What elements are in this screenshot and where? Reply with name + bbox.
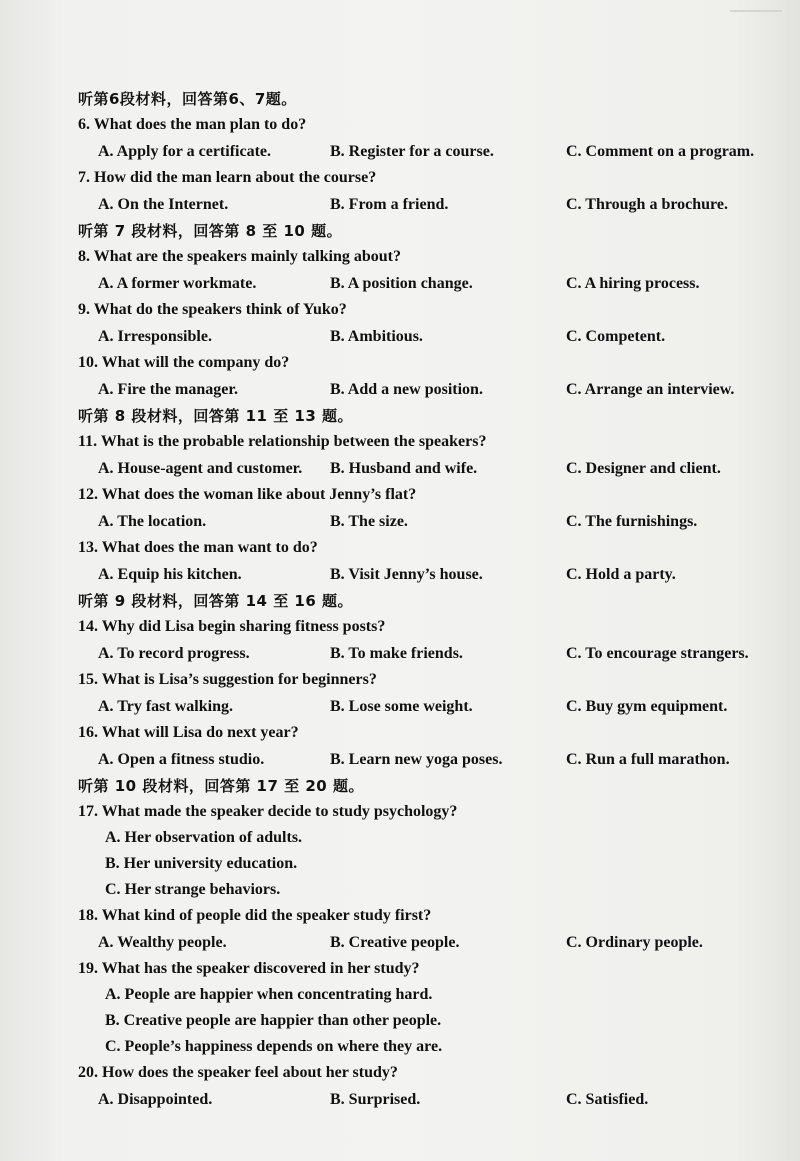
option-b[interactable]: B. Register for a course.: [330, 143, 494, 160]
option-a[interactable]: A. House-agent and customer.: [98, 460, 303, 477]
option-b[interactable]: B. Her university education.: [105, 855, 298, 872]
question-block: [78, 297, 778, 350]
option-a[interactable]: A. To record progress.: [98, 645, 250, 662]
option-a[interactable]: A. Irresponsible.: [98, 328, 212, 345]
option-c[interactable]: C. Run a full marathon.: [566, 751, 730, 768]
options-row: [78, 376, 778, 403]
listening-part: [78, 86, 778, 218]
option-a[interactable]: A. Open a fitness studio.: [98, 751, 265, 768]
section-heading: 听第6段材料，回答第6、7题。: [78, 90, 297, 108]
section-heading: 听第 9 段材料，回答第 14 至 16 题。: [78, 592, 354, 610]
options-row: [78, 929, 778, 956]
question-block: [78, 667, 778, 720]
options-row: [78, 455, 778, 482]
option-a[interactable]: A. People are happier when concentrating hard.: [105, 986, 433, 1003]
question-block: [78, 614, 778, 667]
option-a[interactable]: A. Try fast walking.: [98, 698, 233, 715]
question-text: 8. What are the speakers mainly talking about?: [78, 248, 401, 265]
option-c[interactable]: C. A hiring process.: [566, 275, 700, 292]
options-row: [78, 270, 778, 297]
option-c[interactable]: C. The furnishings.: [566, 513, 698, 530]
page-edge-mark: [730, 10, 782, 32]
option-b[interactable]: B. Visit Jenny’s house.: [330, 566, 483, 583]
question-text: 14. Why did Lisa begin sharing fitness posts?: [78, 618, 386, 635]
section-heading: 听第 10 段材料，回答第 17 至 20 题。: [78, 777, 364, 795]
options-row: [78, 746, 778, 773]
option-a[interactable]: A. Disappointed.: [98, 1091, 213, 1108]
question-text: 15. What is Lisa’s suggestion for beginners?: [78, 671, 377, 688]
question-block: [78, 1060, 778, 1113]
option-c[interactable]: C. Satisfied.: [566, 1091, 649, 1108]
question-text: 13. What does the man want to do?: [78, 539, 318, 556]
question-text: 17. What made the speaker decide to study psychology?: [78, 803, 458, 820]
option-b[interactable]: B. Creative people.: [330, 934, 460, 951]
option-a[interactable]: A. The location.: [98, 513, 207, 530]
option-c[interactable]: C. Ordinary people.: [566, 934, 703, 951]
options-row: [78, 640, 778, 667]
options-row: [78, 191, 778, 218]
option-b[interactable]: B. From a friend.: [330, 196, 449, 213]
option-a[interactable]: A. Equip his kitchen.: [98, 566, 242, 583]
question-block: [78, 720, 778, 773]
option-b[interactable]: B. A position change.: [330, 275, 473, 292]
options-row: [78, 693, 778, 720]
option-c[interactable]: C. Hold a party.: [566, 566, 676, 583]
listening-part: [78, 403, 778, 588]
question-text: 19. What has the speaker discovered in her study?: [78, 960, 420, 977]
option-c[interactable]: C. Through a brochure.: [566, 196, 728, 213]
question-text: 7. How did the man learn about the course?: [78, 169, 377, 186]
option-a[interactable]: A. A former workmate.: [98, 275, 257, 292]
option-b[interactable]: B. Add a new position.: [330, 381, 483, 398]
option-c[interactable]: C. To encourage strangers.: [566, 645, 749, 662]
options-row: [78, 1086, 778, 1113]
options-row: [78, 561, 778, 588]
options-row: [78, 508, 778, 535]
option-a[interactable]: A. Apply for a certificate.: [98, 143, 271, 160]
option-a[interactable]: A. Fire the manager.: [98, 381, 238, 398]
options-row: [78, 323, 778, 350]
question-block: [78, 165, 778, 218]
listening-part: [78, 588, 778, 773]
option-b[interactable]: B. Ambitious.: [330, 328, 423, 345]
option-b[interactable]: B. Surprised.: [330, 1091, 421, 1108]
question-text: 20. How does the speaker feel about her study?: [78, 1064, 398, 1081]
question-text: 11. What is the probable relationship between the speakers?: [78, 433, 487, 450]
option-b[interactable]: B. Lose some weight.: [330, 698, 473, 715]
question-block: [78, 903, 778, 956]
option-c[interactable]: C. Her strange behaviors.: [105, 881, 281, 898]
question-block: [78, 244, 778, 297]
option-b[interactable]: B. The size.: [330, 513, 408, 530]
question-block: [78, 350, 778, 403]
question-block: [78, 429, 778, 482]
section-heading: 听第 7 段材料，回答第 8 至 10 题。: [78, 222, 343, 240]
option-b[interactable]: B. Creative people are happier than other people.: [105, 1012, 442, 1029]
option-a[interactable]: A. Wealthy people.: [98, 934, 227, 951]
question-text: 10. What will the company do?: [78, 354, 290, 371]
question-text: 6. What does the man plan to do?: [78, 116, 307, 133]
listening-part: [78, 773, 778, 1113]
option-a[interactable]: A. Her observation of adults.: [105, 829, 303, 846]
option-a[interactable]: A. On the Internet.: [98, 196, 229, 213]
option-c[interactable]: C. People’s happiness depends on where they are.: [105, 1038, 443, 1055]
question-block: [78, 956, 778, 1060]
question-block: [78, 112, 778, 165]
option-c[interactable]: C. Competent.: [566, 328, 666, 345]
question-text: 18. What kind of people did the speaker study first?: [78, 907, 432, 924]
option-b[interactable]: B. Learn new yoga poses.: [330, 751, 503, 768]
option-c[interactable]: C. Comment on a program.: [566, 143, 755, 160]
listening-part: [78, 218, 778, 403]
question-block: [78, 482, 778, 535]
listening-section: [78, 86, 778, 1113]
option-c[interactable]: C. Designer and client.: [566, 460, 721, 477]
option-c[interactable]: C. Buy gym equipment.: [566, 698, 728, 715]
question-text: 12. What does the woman like about Jenny’s flat?: [78, 486, 417, 503]
options-row: [78, 138, 778, 165]
option-b[interactable]: B. To make friends.: [330, 645, 463, 662]
question-block: [78, 535, 778, 588]
question-text: 16. What will Lisa do next year?: [78, 724, 299, 741]
section-heading: 听第 8 段材料，回答第 11 至 13 题。: [78, 407, 354, 425]
option-b[interactable]: B. Husband and wife.: [330, 460, 478, 477]
question-text: 9. What do the speakers think of Yuko?: [78, 301, 347, 318]
option-c[interactable]: C. Arrange an interview.: [566, 381, 735, 398]
question-block: [78, 799, 778, 903]
